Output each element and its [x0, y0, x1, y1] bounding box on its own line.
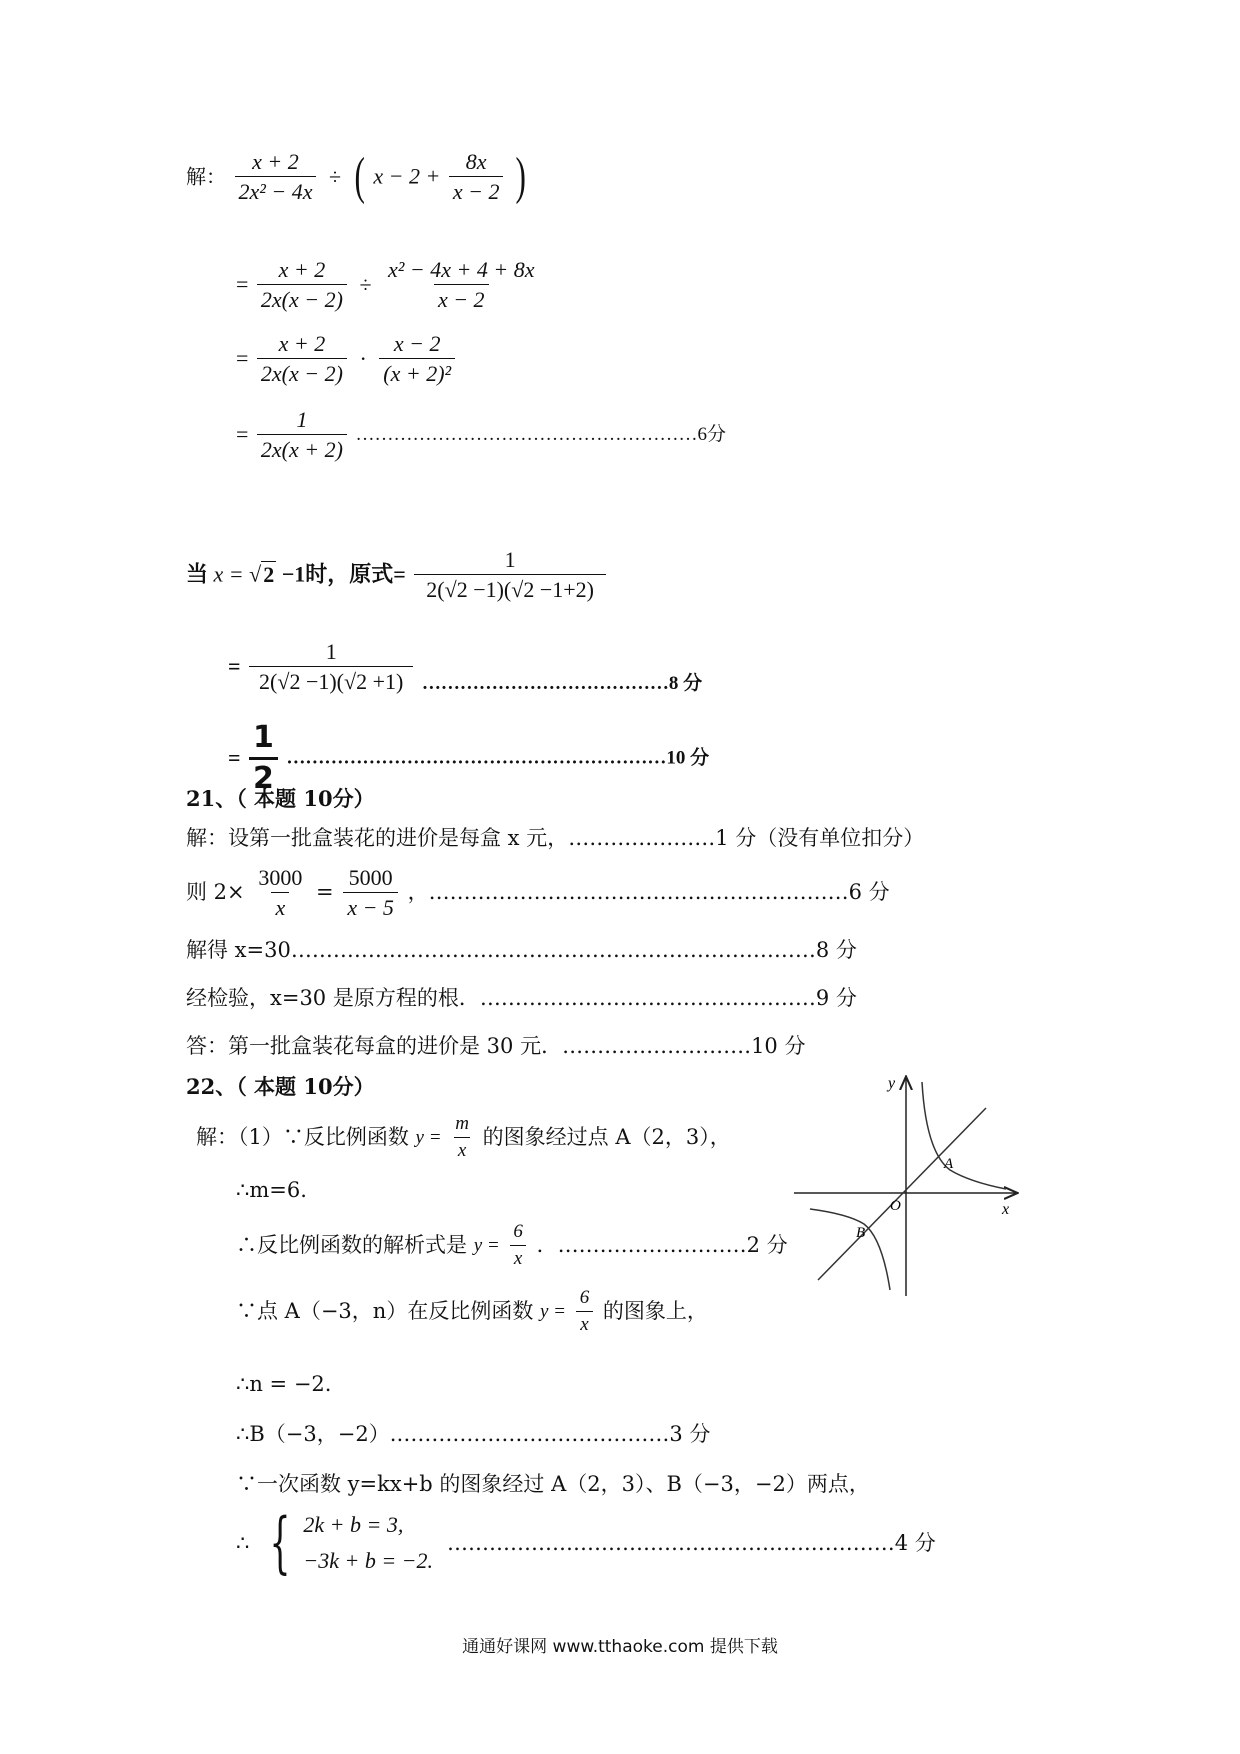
q21-line3: 解得 x=30…………………………………………………………………8 分: [186, 938, 857, 962]
q20-substitution-step2: = $\frac{1}{2(√2 -1)(√2 +1)}$ …………………………………8 分: [228, 639, 703, 695]
hyperbola-branch-q3: [810, 1209, 890, 1290]
fraction: $\frac{x + 2}{2x(x - 2)}$: [257, 332, 347, 385]
function-graph: [790, 1072, 1020, 1296]
q22-line2: ∴m=6.: [236, 1178, 307, 1202]
right-paren: ): [515, 147, 526, 205]
q22-line4: ∵点 A（−3，n）在反比例函数 y = $\frac{6}{x}$ 的图象上，: [236, 1287, 708, 1335]
score: …………………………………………….…………4 分: [447, 1530, 936, 1555]
fraction: $\frac{5000}{x - 5}$: [343, 866, 398, 919]
q22-line6: ∴B（−3，−2）.…………………………………3 分: [236, 1422, 711, 1446]
sqrt-sign: √: [249, 561, 262, 587]
origin-label: O: [890, 1198, 901, 1214]
q20-step3: = $\frac{1}{2x(x + 2)}$ ………………………………………………6分: [236, 407, 726, 463]
point-b-label: B: [856, 1225, 866, 1241]
q20-substitution-step3: = $\frac{1}{2}$ ……………………………………………………10 分: [228, 720, 710, 796]
q21-title: 21、（ 本题 10分）: [186, 786, 375, 811]
q22-title: 22、（ 本题 10分）: [186, 1074, 375, 1099]
score: ……………………………………………………10 分: [286, 747, 710, 769]
hyperbola-branch-q1: [922, 1082, 1006, 1189]
fraction: $\frac{1}{2(√2 -1)(√2 +1)}$: [249, 640, 413, 693]
q21-equation: 则 2× $\frac{3000}{x}$ = $\frac{5000}{x - 5}$ ，……………………………………………………6 分: [186, 865, 890, 921]
q20-step1: = $\frac{x + 2}{2x(x - 2)}$ ÷ $\frac{\text{x² − 4x + 4 + 8x}}{x - 2}$: [236, 258, 541, 311]
linear-function-line: [818, 1108, 986, 1280]
q20-step2: = $\frac{x + 2}{2x(x - 2)}$ · $\frac{x - 2}{\text{(x + 2)²}}$: [236, 332, 458, 385]
fraction: $\frac{x + 2}{2x(x - 2)}$: [257, 258, 347, 311]
q22-line5: ∴n = −2.: [236, 1372, 332, 1396]
system-brace: {: [269, 1504, 291, 1581]
solve-label: 解：: [186, 164, 226, 189]
fraction: $\frac{1}{2}$: [249, 722, 278, 794]
x-axis-label: x: [1002, 1201, 1010, 1218]
fraction: $\frac{1}{2x(x + 2)}$: [257, 408, 347, 461]
fraction: $\frac{\text{x² − 4x + 4 + 8x}}{x - 2}$: [388, 257, 535, 313]
q20-original-expression: 解： $\frac{x + 2}{\text{2x² − 4x}}$ ÷ ( x − 2 + $\frac{8x}{x - 2}$ ): [186, 147, 526, 205]
q21-line1: 解：设第一批盒装花的进价是每盒 x 元，…………………1 分（没有单位扣分）: [186, 826, 925, 850]
fraction: $\frac{x + 2}{\text{2x² − 4x}}$: [235, 150, 317, 203]
y-axis-label: y: [888, 1075, 896, 1092]
score: ………………………………………………6分: [355, 424, 726, 446]
page-footer: 通通好课网 www.tthaoke.com 提供下载: [462, 1637, 778, 1657]
q21-line4: 经检验，x=30 是原方程的根．…………………………………………9 分: [186, 986, 857, 1010]
fraction: $\frac{m}{x}$: [455, 1113, 469, 1161]
q21-line5: 答：第一批盒装花每盒的进价是 30 元．………………………10 分: [186, 1034, 806, 1058]
q22-system: ∴ { 2k + b = 3, −3k + b = −2. …………………………………………….…………4 分: [236, 1504, 936, 1581]
q22-line7: ∵一次函数 y=kx+b 的图象经过 A（2，3）、B（−3，−2）两点，: [236, 1472, 870, 1496]
q20-substitution: 当 x = √2 −1时，原式= $\frac{1}{2(√2 -1)(√2 -1+2)}$: [186, 548, 609, 601]
fraction: $\frac{6}{x}$: [576, 1288, 594, 1335]
score: …………………………………8 分: [421, 673, 703, 695]
fraction: $\frac{6}{x}$: [509, 1222, 527, 1269]
fraction: $\frac{3000}{x}$: [258, 865, 303, 921]
fraction: $\frac{1}{2(√2 -1)(√2 -1+2)}$: [414, 548, 606, 601]
q22-line1: 解：（1）∵反比例函数 y = $\frac{m}{x}$ 的图象经过点 A（2，3），: [196, 1113, 731, 1161]
fraction: $\frac{x - 2}{\text{(x + 2)²}}$: [379, 332, 455, 385]
left-paren: (: [354, 147, 365, 205]
fraction: $\frac{8x}{x - 2}$: [449, 150, 504, 203]
point-a-label: A: [944, 1156, 954, 1172]
q22-line3: ∴反比例函数的解析式是 y = $\frac{6}{x}$ ．………………………2 分: [236, 1221, 788, 1269]
